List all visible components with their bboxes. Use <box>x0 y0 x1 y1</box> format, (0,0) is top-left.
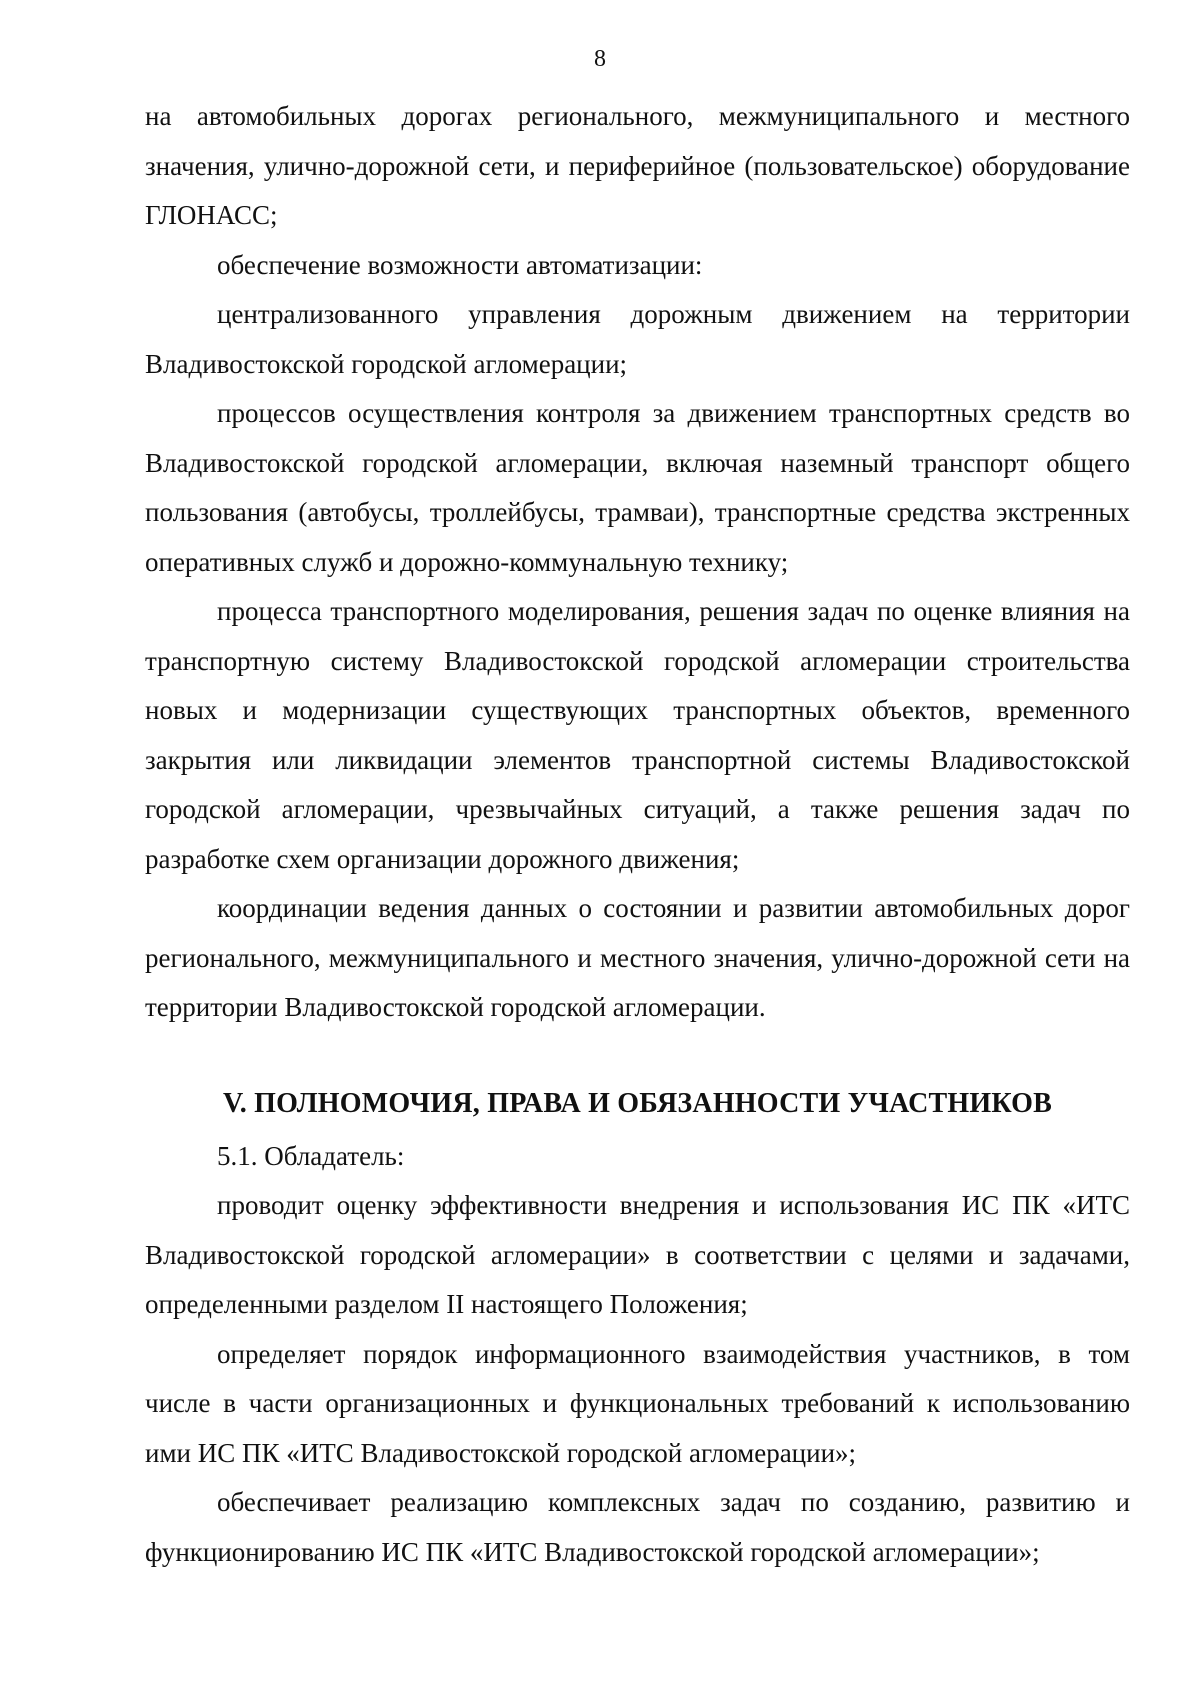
paragraph-owner-evaluation: проводит оценку эффективности внедрения и использования ИС ПК «ИТС Владивостокской городской агломерации» в соответствии с целями и задачами, определенными разделом II настоящего Положения; <box>145 1190 1130 1319</box>
page-number: 8 <box>594 46 606 72</box>
section-heading: V. ПОЛНОМОЧИЯ, ПРАВА И ОБЯЗАННОСТИ УЧАСТНИКОВ <box>222 1087 1053 1119</box>
paragraph-vehicle-control: процессов осуществления контроля за движением транспортных средств во Владивостокской городской агломерации, включая наземный транспорт общего пользования (автобусы, троллейбусы, трамваи), транспортные средства экстренных оперативных служб и дорожно-коммунальную технику; <box>145 398 1130 577</box>
paragraph-transport-modeling: процесса транспортного моделирования, решения задач по оценке влияния на транспортную систему Владивостокской городской агломерации строительства новых и модернизации существующих транспортных объектов, временного закрытия или ликвидации элементов транспортной системы Владивостокской городской агломерации, чрезвычайных ситуаций, а также решения задач по разработке схем организации дорожного движения; <box>145 596 1130 874</box>
paragraph-traffic-management: централизованного управления дорожным движением на территории Владивостокской городской агломерации; <box>145 299 1130 379</box>
paragraph-owner-implementation: обеспечивает реализацию комплексных задач по созданию, развитию и функционированию ИС ПК «ИТС Владивостокской городской агломерации»; <box>145 1487 1130 1567</box>
document-body <box>145 92 1130 1577</box>
paragraph-roads-equipment: на автомобильных дорогах регионального, межмуниципального и местного значения, улично-дорожной сети, и периферийное (пользовательское) оборудование ГЛОНАСС; <box>145 101 1130 230</box>
paragraph-owner-title: 5.1. Обладатель: <box>217 1140 405 1171</box>
paragraph-owner-interaction: определяет порядок информационного взаимодействия участников, в том числе в части организационных и функциональных требований к использованию ими ИС ПК «ИТС Владивостокской городской агломерации»; <box>145 1338 1130 1468</box>
paragraph-road-data-coordination: координации ведения данных о состоянии и развитии автомобильных дорог регионального, межмуниципального и местного значения, улично-дорожной сети на территории Владивостокской городской агломерации. <box>145 893 1130 1022</box>
paragraph-automation-intro: обеспечение возможности автоматизации: <box>217 249 703 280</box>
